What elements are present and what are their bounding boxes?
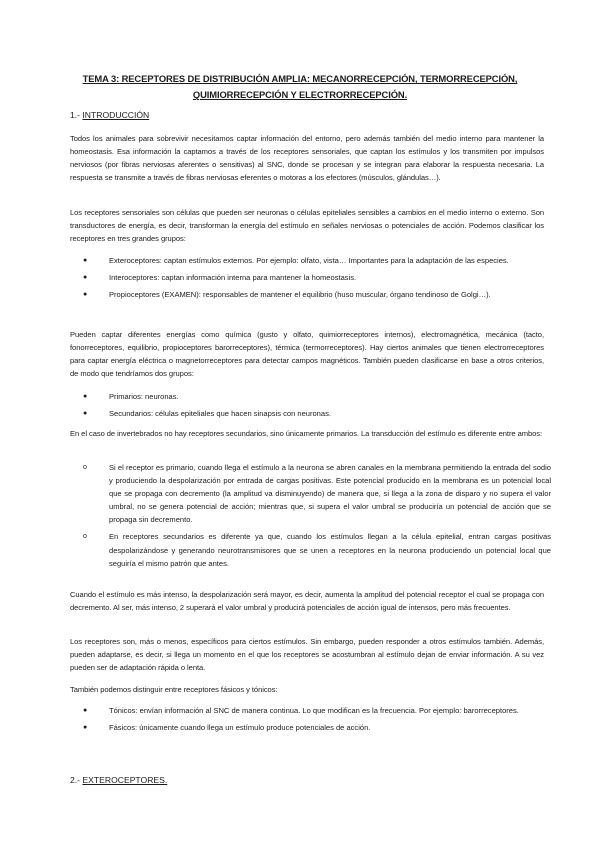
paragraph: Cuando el estímulo es más intenso, la despolarización será mayor, es decir, aumenta la amplitud del potencial receptor el cual se propaga con decremento. Al ser, más intenso, 2 superará el valor umbral y producirá potenciales de acción igual de intensos, pero más frecuentes. (70, 590, 544, 613)
receptor-types-list (83, 390, 551, 424)
bullet-marker: ● (83, 724, 88, 732)
section-heading-introduccion (70, 109, 149, 121)
bullet-marker: ● (83, 291, 88, 299)
section-number: 1.- (70, 110, 81, 120)
transduction-list (83, 461, 551, 574)
list-item: ● Propioceptores (EXAMEN): responsables de mantener el equilibrio (huso muscular, órgano tendinoso de Golgi…). (109, 288, 551, 301)
paragraph: Pueden captar diferentes energías como química (gusto y olfato, quimiorreceptores internos), electromagnética, mecánica (tacto, fonorreceptores, equilibrio, propioceptores barorreceptores), térmica (termorreceptores). Hay ciertos animales que tienen electrorreceptores para captar energía eléctrica o magnetorreceptores para detectar campos magnéticos. También pueden clasificarse en base a otros criterios, de modo que tendríamos dos grupos: (70, 330, 544, 379)
paragraph: En el caso de invertebrados no hay receptores secundarios, sino únicamente primarios. La transducción del estímulo es diferente entre ambos: (70, 429, 543, 438)
document-title: TEMA 3: RECEPTORES DE DISTRIBUCIÓN AMPLIA: MECANORRECEPCIÓN, TERMORRECEPCIÓN, QUIMIORRECEPCIÓN Y ELECTRORRECEPCIÓN. (82, 73, 518, 100)
section-title: EXTEROCEPTORES. (82, 775, 168, 785)
bullet-marker: ● (83, 707, 88, 714)
receptor-groups-list (83, 254, 551, 305)
list-item: ● Exteroceptores: captan estímulos externos. Por ejemplo: olfato, vista… Importantes para la adaptación de las especies. (109, 254, 551, 267)
section-heading-exteroceptores (70, 774, 167, 786)
bullet-marker: ● (83, 257, 88, 264)
section-number: 2.- (70, 775, 81, 785)
phasic-tonic-list (83, 704, 551, 738)
list-item: ● Fásicos: únicamente cuando llega un estímulo produce potenciales de acción. (109, 721, 551, 734)
section-title: INTRODUCCIÓN (82, 110, 150, 120)
paragraph: Los receptores son, más o menos, específicos para ciertos estímulos. Sin embargo, pueden responder a otros estímulos también. Además, pueden adaptarse, es decir, si llega un momento en el que los receptores se acostumbran al estímulo dejan de enviar información. A su vez pueden ser de adaptación rápida o lenta. (70, 637, 544, 673)
circle-marker: o (83, 464, 87, 471)
list-item: ● Interoceptores: captan información interna para mantener la homeostasis. (109, 271, 551, 284)
bullet-marker: ● (83, 410, 88, 418)
circle-marker: o (83, 533, 87, 541)
bullet-marker: ● (83, 274, 88, 282)
list-item: o Si el receptor es primario, cuando llega el estímulo a la neurona se abren canales en la membrana permitiendo la entrada del sodio y produciendo la despolarización por entrada de cargas positivas. Este potencial producido en la membrana es un potencial local que se propaga con decremento (la amplitud va disminuyendo) de manera que, si llega a la zona de disparo y no supera el valor umbral, no se genera potencial de acción; mientras que, si supera el valor umbral se produciría un potencial de acción que se propaga sin decremento. (83, 463, 551, 525)
paragraph: También podemos distinguir entre receptores fásicos y tónicos: (70, 685, 278, 694)
paragraph: Todos los animales para sobrevivir necesitamos captar información del entorno, pero además también del medio interno para mantener la homeostasis. Esa información la captamos a través de los receptores sensoriales, que captan los estímulos y los transmiten por impulsos nerviosos (por fibras nerviosas aferentes o sensitivas) al SNC, donde se procesan y se integran para elaborar la respuesta necesaria. La respuesta se transmite a través de fibras nerviosas eferentes o motoras a los efectores (músculos, glándulas…). (70, 134, 544, 183)
list-item: o En receptores secundarios es diferente ya que, cuando los estímulos llegan a la célula epitelial, entran cargas positivas despolarizándose y generando neurotransmisores que se unen a receptores en la neurona produciendo un potencial local que seguiría el mismo patrón que antes. (83, 532, 551, 568)
paragraph: Los receptores sensoriales son células que pueden ser neuronas o células epiteliales sensibles a cambios en el medio interno o externo. Son transductores de energía, es decir, transforman la energía del estímulo en señales nerviosas o potenciales de acción. Podemos clasificar los receptores en tres grandes grupos: (70, 208, 544, 244)
list-item: ● Tónicos: envían información al SNC de manera continua. Lo que modifican es la frecuencia. Por ejemplo: barorreceptores. (109, 704, 551, 717)
list-item: ● Primarios: neuronas. (109, 390, 551, 403)
list-item: ● Secundarios: células epiteliales que hacen sinapsis con neuronas. (109, 407, 551, 420)
bullet-marker: ● (83, 393, 88, 400)
